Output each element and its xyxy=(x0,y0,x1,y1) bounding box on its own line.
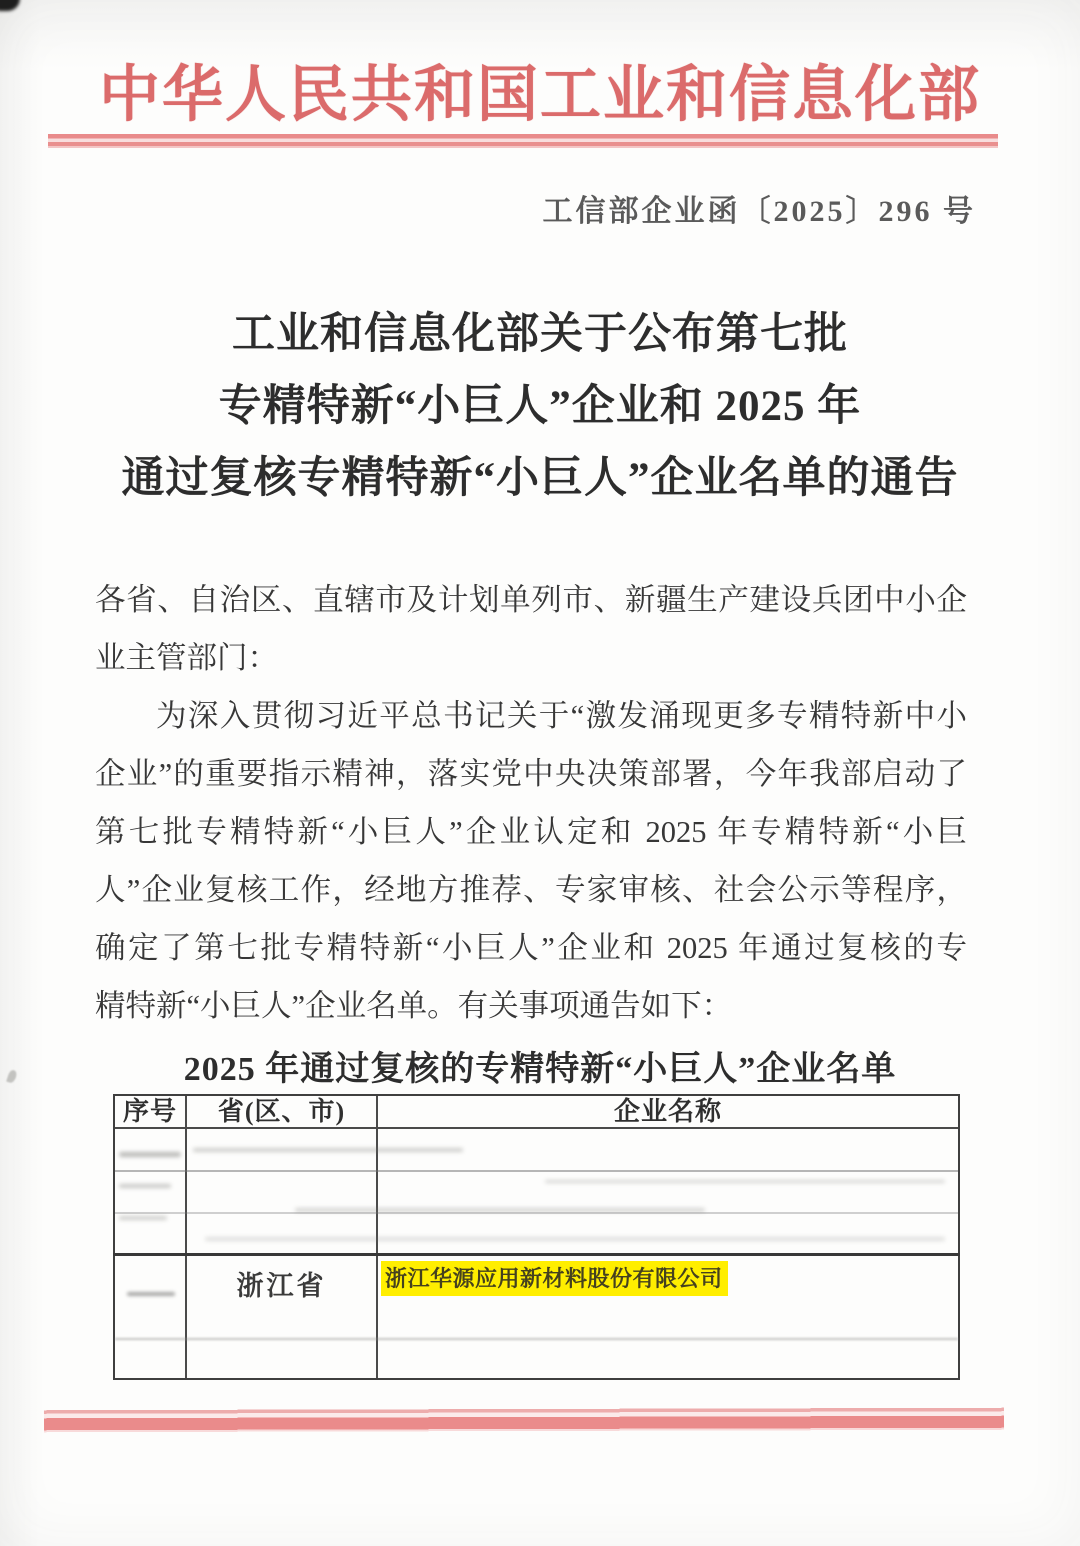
body-paragraph-line: 第七批专精特新“小巨人”企业认定和 2025 年专精特新“小巨 xyxy=(95,815,967,849)
redaction-smudge xyxy=(205,1237,945,1241)
body-paragraph-line: 精特新“小巨人”企业名单。有关事项通告如下： xyxy=(95,989,733,1023)
notice-title xyxy=(0,299,1080,515)
company-list-title: 2025 年通过复核的专精特新“小巨人”企业名单 xyxy=(183,1051,897,1088)
faint-row-divider xyxy=(115,1212,958,1214)
table-header-seq: 序号 xyxy=(122,1097,177,1126)
redaction-smudge xyxy=(545,1180,945,1183)
footer-divider-rule xyxy=(44,1402,1004,1435)
redaction-smudge xyxy=(119,1216,167,1220)
document-number: 工信部企业函〔2025〕296 号 xyxy=(542,195,976,228)
redaction-smudge xyxy=(193,1148,463,1152)
body-paragraph-line: 人”企业复核工作，经地方推荐、专家审核、社会公示等程序， xyxy=(95,873,967,907)
faint-row-divider xyxy=(115,1338,958,1340)
salutation-line: 业主管部门： xyxy=(95,641,278,675)
notice-title-line-1: 工业和信息化部关于公布第七批 xyxy=(232,311,848,358)
redaction-smudge xyxy=(127,1292,175,1296)
header-divider-rule xyxy=(48,134,998,151)
company-table xyxy=(113,1094,960,1380)
redaction-smudge xyxy=(119,1184,171,1188)
redaction-smudge xyxy=(119,1152,181,1157)
redaction-smudge xyxy=(295,1208,705,1212)
salutation-line: 各省、自治区、直辖市及计划单列市、新疆生产建设兵团中小企 xyxy=(95,583,967,617)
body-paragraph-line: 企业”的重要指示精神，落实党中央决策部署，今年我部启动了 xyxy=(95,757,967,791)
company-name-highlight: 浙江华源应用新材料股份有限公司 xyxy=(381,1261,728,1296)
table-header-province: 省(区、市) xyxy=(217,1097,346,1126)
body-paragraph-line: 确定了第七批专精特新“小巨人”企业和 2025 年通过复核的专 xyxy=(95,931,967,965)
body-paragraph-line: 为深入贯彻习近平总书记关于“激发涌现更多专精特新中小 xyxy=(156,699,967,733)
issuing-org-title: 中华人民共和国工业和信息化部 xyxy=(98,62,981,129)
table-header-row xyxy=(115,1096,958,1129)
company-cell xyxy=(381,1261,956,1296)
notice-body xyxy=(95,571,967,1035)
province-cell: 浙江省 xyxy=(236,1271,327,1301)
table-header-company: 企业名称 xyxy=(613,1097,722,1126)
notice-title-line-3: 通过复核专精特新“小巨人”企业名单的通告 xyxy=(121,455,959,502)
faint-row-divider xyxy=(115,1170,958,1172)
table-row-zhejiang xyxy=(115,1256,958,1338)
scan-corner-artifact xyxy=(0,0,20,11)
notice-title-line-2: 专精特新“小巨人”企业和 2025 年 xyxy=(218,383,862,430)
